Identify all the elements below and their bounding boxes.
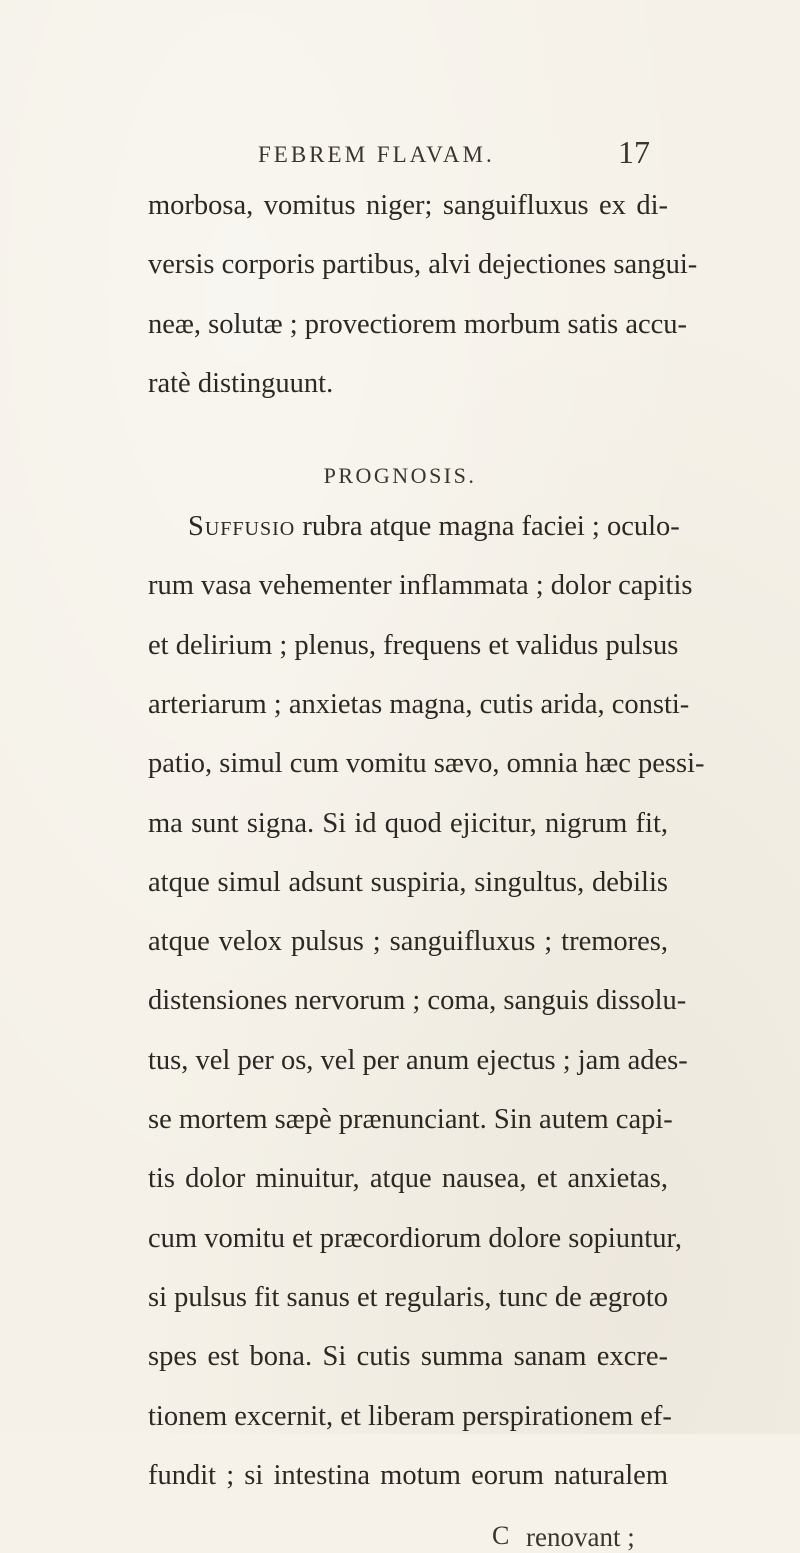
paragraph-first-word: Suffusio bbox=[188, 511, 296, 542]
text-line: tionem excernit, et liberam perspirationem ef- bbox=[148, 1400, 672, 1432]
text-line: ratè distinguunt. bbox=[148, 367, 334, 399]
text-line: morbosa, vomitus niger; sanguifluxus ex di- bbox=[148, 190, 668, 221]
text-line: et delirium ; plenus, frequens et validus pulsus bbox=[148, 629, 679, 661]
running-head bbox=[0, 132, 800, 172]
text-line: versis corporis partibus, alvi dejectiones sangui- bbox=[148, 249, 698, 281]
text-line: spes est bona. Si cutis summa sanam excre- bbox=[148, 1341, 668, 1373]
signature-mark: C bbox=[492, 1521, 510, 1551]
text-line: distensiones nervorum ; coma, sanguis dissolu- bbox=[148, 985, 687, 1017]
text-line: se mortem sæpè prænunciant. Sin autem capi- bbox=[148, 1104, 673, 1135]
text-line: rum vasa vehementer inflammata ; dolor capitis bbox=[148, 570, 693, 602]
paragraph-first-line-rest: rubra atque magna faciei ; oculo- bbox=[295, 511, 680, 542]
text-line: ma sunt signa. Si id quod ejicitur, nigrum fit, bbox=[148, 807, 668, 839]
text-line: atque simul adsunt suspiria, singultus, debilis bbox=[148, 866, 668, 898]
section-heading: PROGNOSIS. bbox=[323, 463, 477, 489]
text-line: si pulsus fit sanus et regularis, tunc de ægroto bbox=[148, 1281, 669, 1313]
paragraph-opening-line bbox=[188, 507, 680, 547]
text-line: neæ, solutæ ; provectiorem morbum satis accu- bbox=[148, 308, 688, 340]
running-title: FEBREM FLAVAM. bbox=[258, 142, 495, 167]
text-line: atque velox pulsus ; sanguifluxus ; tremores, bbox=[148, 926, 668, 958]
text-line: tus, vel per os, vel per anum ejectus ; jam ades- bbox=[148, 1044, 688, 1076]
text-line: cum vomitu et præcordiorum dolore sopiuntur, bbox=[148, 1222, 682, 1254]
catchword: renovant ; bbox=[526, 1522, 635, 1553]
text-line: arteriarum ; anxietas magna, cutis arida, consti- bbox=[148, 688, 690, 720]
text-line: patio, simul cum vomitu sævo, omnia hæc pessi- bbox=[148, 748, 705, 780]
page-number: 17 bbox=[618, 134, 650, 170]
text-line: tis dolor minuitur, atque nausea, et anxietas, bbox=[148, 1163, 668, 1195]
text-line: fundit ; si intestina motum eorum naturalem bbox=[148, 1459, 668, 1491]
